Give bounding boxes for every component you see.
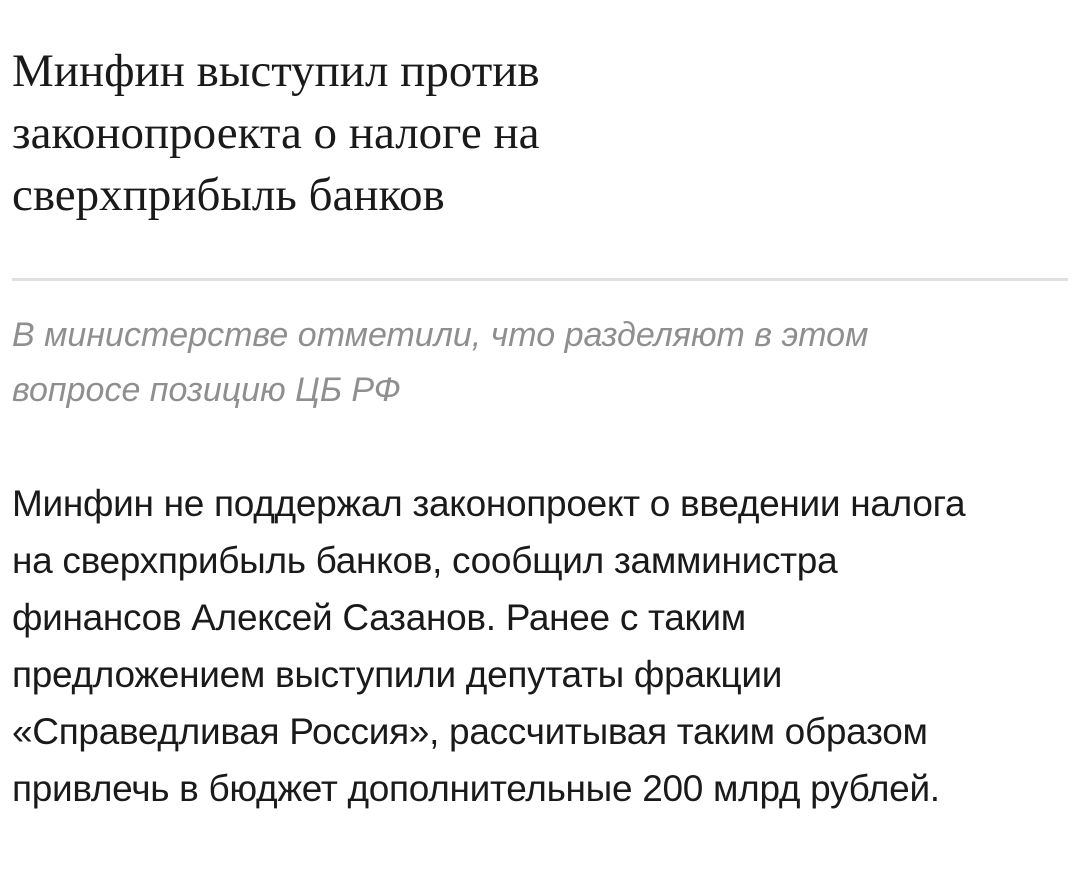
body-line: предложением выступили депутаты фракции [12, 654, 783, 695]
body-line: «Справедливая Россия», рассчитывая таким образом [12, 711, 928, 752]
body-line: привлечь в бюджет дополнительные 200 млрд рублей. [12, 768, 940, 809]
subtitle-line: вопросе позицию ЦБ РФ [12, 371, 401, 409]
body-line: на сверхприбыль банков, сообщил замминистра [12, 540, 838, 581]
body-line: финансов Алексей Сазанов. Ранее с таким [12, 597, 746, 638]
title-line: сверхприбыль банков [12, 169, 445, 221]
subtitle-line: В министерстве отметили, что разделяют в этом [12, 316, 869, 354]
divider [12, 278, 1068, 281]
title-line: законопроекта о налоге на [12, 107, 540, 159]
title-line: Минфин выступил против [12, 45, 540, 97]
article-title [12, 40, 1068, 226]
body-line: Минфин не поддержал законопроект о введении налога [12, 483, 966, 524]
article-body [12, 475, 1068, 817]
article-subtitle [12, 308, 1068, 418]
